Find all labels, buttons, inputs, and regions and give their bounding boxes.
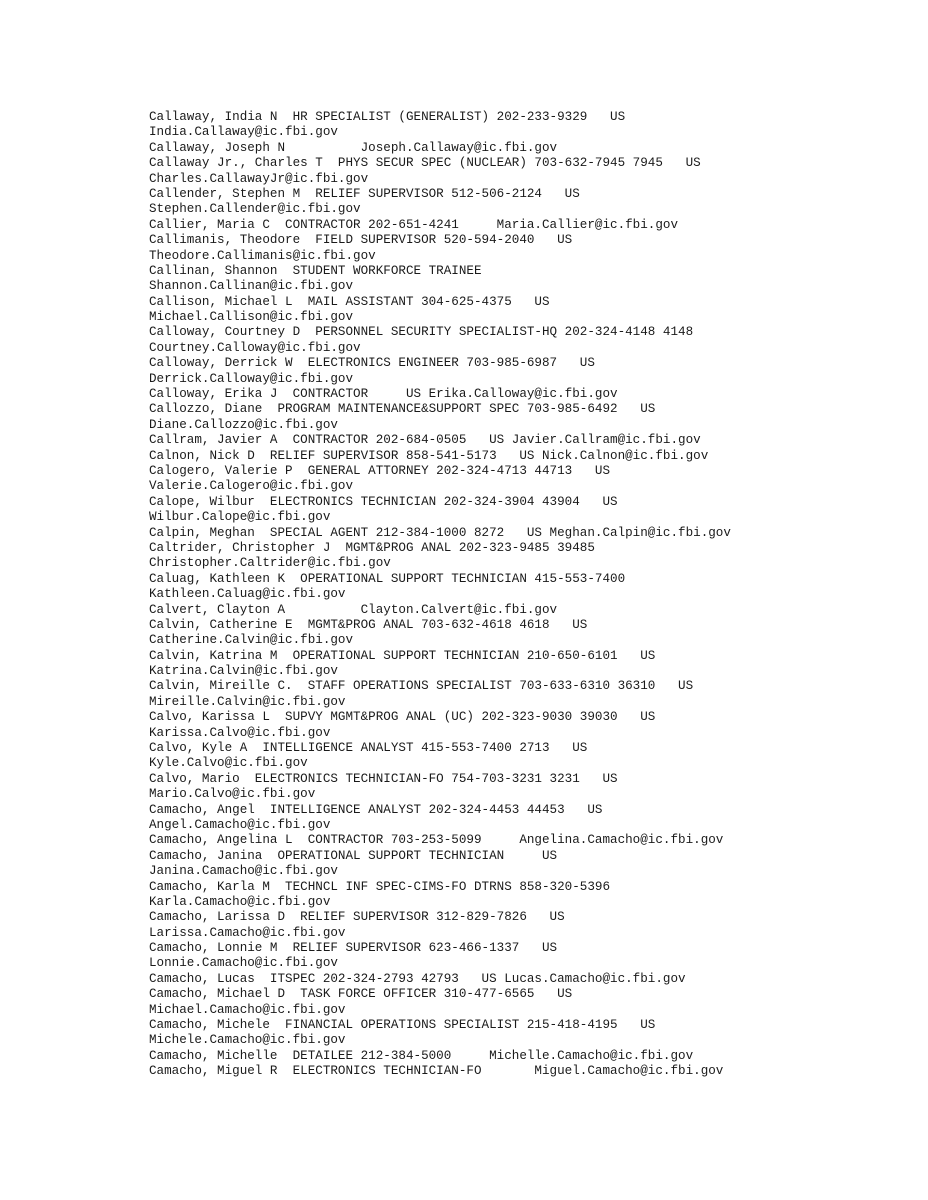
directory-line: Camacho, Angel INTELLIGENCE ANALYST 202-324-4453 44453 US [149, 802, 603, 817]
directory-line: Callison, Michael L MAIL ASSISTANT 304-625-4375 US [149, 294, 550, 309]
directory-line: Valerie.Calogero@ic.fbi.gov [149, 479, 354, 494]
directory-line: Angel.Camacho@ic.fbi.gov [149, 817, 331, 832]
directory-line: Callender, Stephen M RELIEF SUPERVISOR 512-506-2124 US [149, 186, 580, 201]
directory-line: Karissa.Calvo@ic.fbi.gov [149, 725, 331, 740]
directory-line: Callier, Maria C CONTRACTOR 202-651-4241 Maria.Callier@ic.fbi.gov [149, 217, 679, 232]
directory-line: Charles.CallawayJr@ic.fbi.gov [149, 171, 369, 186]
directory-line: Katrina.Calvin@ic.fbi.gov [149, 664, 338, 679]
directory-line: Calpin, Meghan SPECIAL AGENT 212-384-1000 8272 US Meghan.Calpin@ic.fbi.gov [149, 525, 731, 540]
directory-line: Wilbur.Calope@ic.fbi.gov [149, 510, 331, 525]
directory-line: Michael.Camacho@ic.fbi.gov [149, 1002, 346, 1017]
directory-line: Callaway Jr., Charles T PHYS SECUR SPEC (NUCLEAR) 703-632-7945 7945 US [149, 156, 701, 171]
directory-line: Callaway, India N HR SPECIALIST (GENERALIST) 202-233-9329 US [149, 110, 626, 124]
directory-line: India.Callaway@ic.fbi.gov [149, 125, 338, 140]
directory-line: Courtney.Calloway@ic.fbi.gov [149, 340, 361, 355]
directory-line: Camacho, Larissa D RELIEF SUPERVISOR 312-829-7826 US [149, 910, 565, 925]
directory-line: Camacho, Miguel R ELECTRONICS TECHNICIAN-FO Miguel.Camacho@ic.fbi.gov [149, 1064, 724, 1079]
directory-line: Derrick.Calloway@ic.fbi.gov [149, 371, 354, 386]
directory-line: Calvin, Mireille C. STAFF OPERATIONS SPECIALIST 703-633-6310 36310 US [149, 679, 694, 694]
directory-line: Shannon.Callinan@ic.fbi.gov [149, 279, 354, 294]
directory-line: Calvert, Clayton A Clayton.Calvert@ic.fbi.gov [149, 602, 558, 617]
directory-line: Calnon, Nick D RELIEF SUPERVISOR 858-541-5173 US Nick.Calnon@ic.fbi.gov [149, 448, 709, 463]
directory-line: Stephen.Callender@ic.fbi.gov [149, 202, 361, 217]
directory-line: Callinan, Shannon STUDENT WORKFORCE TRAINEE [149, 263, 482, 278]
directory-line: Janina.Camacho@ic.fbi.gov [149, 864, 338, 879]
directory-line: Camacho, Michele FINANCIAL OPERATIONS SPECIALIST 215-418-4195 US [149, 1018, 656, 1033]
directory-line: Camacho, Lucas ITSPEC 202-324-2793 42793 US Lucas.Camacho@ic.fbi.gov [149, 971, 686, 986]
directory-line: Diane.Callozzo@ic.fbi.gov [149, 417, 338, 432]
directory-listing [149, 110, 909, 1080]
directory-line: Catherine.Calvin@ic.fbi.gov [149, 633, 354, 648]
directory-line: Callimanis, Theodore FIELD SUPERVISOR 520-594-2040 US [149, 233, 573, 248]
directory-line: Calvo, Mario ELECTRONICS TECHNICIAN-FO 754-703-3231 3231 US [149, 771, 618, 786]
directory-line: Caluag, Kathleen K OPERATIONAL SUPPORT TECHNICIAN 415-553-7400 [149, 571, 626, 586]
directory-line: Camacho, Angelina L CONTRACTOR 703-253-5099 Angelina.Camacho@ic.fbi.gov [149, 833, 724, 848]
directory-line: Camacho, Karla M TECHNCL INF SPEC-CIMS-FO DTRNS 858-320-5396 [149, 879, 611, 894]
directory-line: Camacho, Janina OPERATIONAL SUPPORT TECHNICIAN US [149, 848, 558, 863]
directory-line: Callozzo, Diane PROGRAM MAINTENANCE&SUPPORT SPEC 703-985-6492 US [149, 402, 656, 417]
directory-line: Larissa.Camacho@ic.fbi.gov [149, 925, 346, 940]
directory-line: Camacho, Michael D TASK FORCE OFFICER 310-477-6565 US [149, 987, 573, 1002]
directory-line: Michael.Callison@ic.fbi.gov [149, 310, 354, 325]
directory-line: Calvo, Karissa L SUPVY MGMT&PROG ANAL (UC) 202-323-9030 39030 US [149, 710, 656, 725]
directory-line: Kyle.Calvo@ic.fbi.gov [149, 756, 308, 771]
directory-line: Calloway, Derrick W ELECTRONICS ENGINEER 703-985-6987 US [149, 356, 595, 371]
directory-line: Lonnie.Camacho@ic.fbi.gov [149, 956, 338, 971]
directory-line: Karla.Camacho@ic.fbi.gov [149, 894, 331, 909]
directory-line: Calloway, Courtney D PERSONNEL SECURITY SPECIALIST-HQ 202-324-4148 4148 [149, 325, 694, 340]
directory-line: Caltrider, Christopher J MGMT&PROG ANAL 202-323-9485 39485 [149, 540, 595, 555]
directory-line: Calvo, Kyle A INTELLIGENCE ANALYST 415-553-7400 2713 US [149, 741, 588, 756]
directory-line: Calloway, Erika J CONTRACTOR US Erika.Calloway@ic.fbi.gov [149, 387, 618, 402]
directory-line: Camacho, Michelle DETAILEE 212-384-5000 Michelle.Camacho@ic.fbi.gov [149, 1048, 694, 1063]
directory-line: Calogero, Valerie P GENERAL ATTORNEY 202-324-4713 44713 US [149, 463, 611, 478]
directory-line: Callaway, Joseph N Joseph.Callaway@ic.fbi.gov [149, 140, 558, 155]
directory-line: Christopher.Caltrider@ic.fbi.gov [149, 556, 391, 571]
directory-line: Camacho, Lonnie M RELIEF SUPERVISOR 623-466-1337 US [149, 941, 558, 956]
directory-line: Callram, Javier A CONTRACTOR 202-684-0505 US Javier.Callram@ic.fbi.gov [149, 433, 701, 448]
directory-line: Theodore.Callimanis@ic.fbi.gov [149, 248, 376, 263]
directory-line: Kathleen.Caluag@ic.fbi.gov [149, 587, 346, 602]
directory-line: Calvin, Katrina M OPERATIONAL SUPPORT TECHNICIAN 210-650-6101 US [149, 648, 656, 663]
directory-line: Calvin, Catherine E MGMT&PROG ANAL 703-632-4618 4618 US [149, 617, 588, 632]
directory-line: Michele.Camacho@ic.fbi.gov [149, 1033, 346, 1048]
directory-line: Mireille.Calvin@ic.fbi.gov [149, 694, 346, 709]
directory-line: Calope, Wilbur ELECTRONICS TECHNICIAN 202-324-3904 43904 US [149, 494, 618, 509]
directory-line: Mario.Calvo@ic.fbi.gov [149, 787, 316, 802]
